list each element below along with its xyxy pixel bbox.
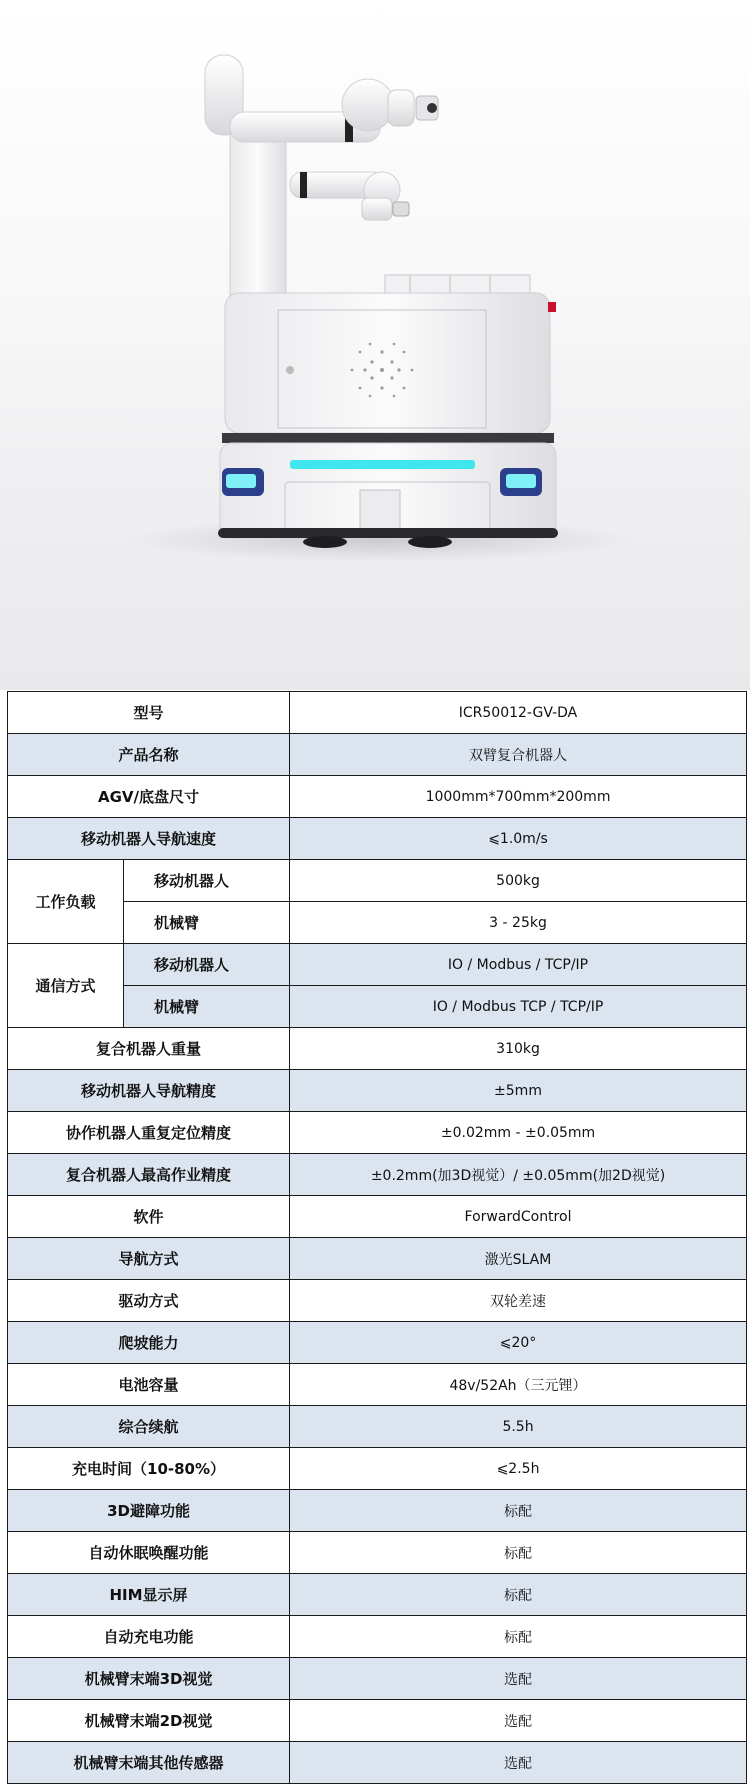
spec-row [8, 734, 747, 776]
spec-row [8, 1238, 747, 1280]
spec-label: 3D避障功能 [8, 1490, 290, 1532]
spec-label: 自动休眠唤醒功能 [8, 1532, 290, 1574]
spec-label: 移动机器人导航精度 [8, 1070, 290, 1112]
spec-label: 移动机器人导航速度 [8, 818, 290, 860]
spec-value: ±0.02mm - ±0.05mm [290, 1112, 747, 1154]
spec-value: 5.5h [290, 1406, 747, 1448]
spec-label: 机械臂末端其他传感器 [8, 1742, 290, 1784]
spec-value: 500kg [290, 860, 747, 902]
spec-value: 双轮差速 [290, 1280, 747, 1322]
spec-row [8, 1658, 747, 1700]
emergency-stop-button [548, 302, 556, 312]
spec-label: 型号 [8, 692, 290, 734]
spec-row [8, 692, 747, 734]
spec-row [8, 818, 747, 860]
spec-row [8, 1028, 747, 1070]
spec-table [7, 691, 747, 1784]
spec-value: 双臂复合机器人 [290, 734, 747, 776]
spec-row [8, 1490, 747, 1532]
spec-label: 复合机器人重量 [8, 1028, 290, 1070]
spec-value: 48v/52Ah（三元锂） [290, 1364, 747, 1406]
spec-row [8, 944, 747, 986]
spec-row [8, 1070, 747, 1112]
product-photo [0, 0, 750, 690]
spec-value: ±0.2mm(加3D视觉）/ ±0.05mm(加2D视觉) [290, 1154, 747, 1196]
spec-label: 复合机器人最高作业精度 [8, 1154, 290, 1196]
robot-column [230, 130, 286, 295]
spec-label: 机械臂末端2D视觉 [8, 1700, 290, 1742]
spec-label: 自动充电功能 [8, 1616, 290, 1658]
spec-row [8, 1742, 747, 1784]
spec-value: 310kg [290, 1028, 747, 1070]
spec-row [8, 1406, 747, 1448]
spec-value: 激光SLAM [290, 1238, 747, 1280]
spec-label: 软件 [8, 1196, 290, 1238]
spec-label: AGV/底盘尺寸 [8, 776, 290, 818]
spec-value: ICR50012-GV-DA [290, 692, 747, 734]
spec-value: IO / Modbus TCP / TCP/IP [290, 986, 747, 1028]
spec-row [8, 776, 747, 818]
spec-row [8, 1574, 747, 1616]
spec-value: ⩽20° [290, 1322, 747, 1364]
spec-value: 选配 [290, 1658, 747, 1700]
spec-row [8, 1364, 747, 1406]
spec-value: ⩽2.5h [290, 1448, 747, 1490]
spec-label: 移动机器人 [124, 944, 290, 986]
spec-label: 产品名称 [8, 734, 290, 776]
spec-value: 3 - 25kg [290, 902, 747, 944]
spec-value: 选配 [290, 1700, 747, 1742]
spec-row [8, 1700, 747, 1742]
spec-label: 移动机器人 [124, 860, 290, 902]
spec-value: 标配 [290, 1490, 747, 1532]
base-bumper [218, 528, 558, 538]
spec-row [8, 1154, 747, 1196]
spec-value: ForwardControl [290, 1196, 747, 1238]
spec-value: ⩽1.0m/s [290, 818, 747, 860]
spec-row [8, 1280, 747, 1322]
spec-value: 1000mm*700mm*200mm [290, 776, 747, 818]
spec-group-label: 通信方式 [8, 944, 124, 1028]
robot-cabinet [225, 293, 550, 433]
spec-value: 标配 [290, 1616, 747, 1658]
spec-label: 爬坡能力 [8, 1322, 290, 1364]
spec-row [8, 1448, 747, 1490]
spec-label: 驱动方式 [8, 1280, 290, 1322]
spec-row [8, 1112, 747, 1154]
spec-label: 导航方式 [8, 1238, 290, 1280]
spec-group-label: 工作负载 [8, 860, 124, 944]
spec-label: HIM显示屏 [8, 1574, 290, 1616]
spec-label: 机械臂 [124, 902, 290, 944]
spec-row [8, 1196, 747, 1238]
spec-label: 协作机器人重复定位精度 [8, 1112, 290, 1154]
spec-label: 充电时间（10-80%） [8, 1448, 290, 1490]
spec-value: IO / Modbus / TCP/IP [290, 944, 747, 986]
spec-label: 电池容量 [8, 1364, 290, 1406]
spec-label: 综合续航 [8, 1406, 290, 1448]
led-strip [290, 460, 475, 469]
spec-label: 机械臂 [124, 986, 290, 1028]
spec-row [8, 1322, 747, 1364]
spec-label: 机械臂末端3D视觉 [8, 1658, 290, 1700]
spec-value: 标配 [290, 1532, 747, 1574]
dual-arm-robot-illustration [0, 0, 750, 690]
spec-value: ±5mm [290, 1070, 747, 1112]
spec-value: 标配 [290, 1574, 747, 1616]
spec-row [8, 1532, 747, 1574]
spec-row [8, 1616, 747, 1658]
spec-value: 选配 [290, 1742, 747, 1784]
spec-row [8, 860, 747, 902]
